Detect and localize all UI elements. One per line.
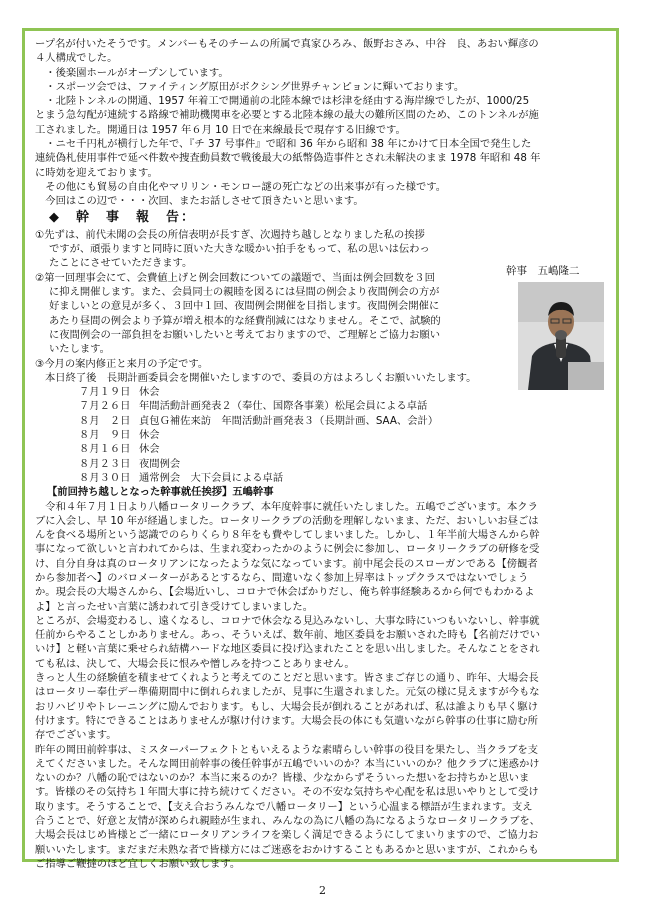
- greeting-line: 付けます。特にできることはありませんが駆け付けます。大場会長の体にも気遣いながら幹事の仕事に励む所: [35, 714, 538, 727]
- schedule-text: 休会: [139, 386, 160, 399]
- photo-caption: 幹事 五嶋隆二: [506, 265, 580, 277]
- greeting-line: 合うことで、好意と友情が深められ親睦が生まれ、みんなの為に八幡の為になるようなロータリークラブを、: [35, 815, 540, 828]
- greeting-line: 願いいたします。まだまだ未熟な者で皆様方にはご迷惑をおかけすることもあるかと思いますが、これからも: [35, 843, 539, 856]
- greeting-line: えてくださいました。そんな岡田前幹事の後任幹事が五嶋でいいのか？本当にいいのか？他クラブに迷惑かけ: [35, 757, 540, 770]
- schedule-date: ７月１９日: [79, 386, 131, 399]
- greeting-line: 大場会長はじめ皆様とご一緒にロータリアンライフを楽しく満足できるようにしてまいりますので、ご協力お: [35, 829, 539, 842]
- report-line: ③今月の案内修正と来月の予定です。: [35, 357, 209, 370]
- greeting-line: 取ります。そうすることで、【支え合おうみんなで八幡ロータリー】という心温まる標語が生まれます。支え: [35, 800, 533, 813]
- report-line: たことにさせていただきます。: [49, 257, 193, 270]
- schedule-row: [35, 471, 606, 485]
- greeting-line: ても私は、決して、大場会長に恨みや憎しみを持つことありません。: [35, 657, 355, 670]
- schedule-date: ８月３０日: [79, 471, 131, 484]
- schedule-list: [35, 385, 606, 485]
- report-line: に夜間例会の一部負担をお願いしたいと考えておりますので、ご理解とご協力お願い: [49, 328, 441, 341]
- schedule-row: [35, 414, 606, 428]
- greeting-line: 昨年の岡田前幹事は、ミスターパーフェクトともいえるような素晴らしい幹事の役目を果たし、当クラブを支: [35, 743, 538, 756]
- greeting-line: ないのか？八幡の恥ではないのか？本当に来るのか？皆様、少なからずそういった想いをお持ちかと思いま: [35, 772, 530, 785]
- page-number: 2: [319, 884, 326, 897]
- intro-line: その他にも貿易の自由化やマリリン・モンロー謎の死亡などの出来事が有った様です。: [35, 180, 447, 193]
- content: [35, 37, 606, 871]
- intro-line: ・スポーツ会では、ファイティング原田がボクシング世界チャンピョンに輝いております。: [35, 80, 465, 93]
- greeting-line: よ】と言ったせい言葉に誘われて引き受けてしまいました。: [35, 600, 314, 613]
- report-line: いたします。: [49, 343, 110, 356]
- greeting-line: んを食べる場所という認識でのらりくらり８年をも費やしてしまいました。しかし、１年半前大場さんから幹: [35, 529, 540, 542]
- schedule-row: [35, 457, 606, 471]
- greeting-line: か。現会長の大場さんから、【会場近いし、コロナで休会ばかりだし、俺ち幹事経験あるから何でもわかるよ: [35, 586, 535, 599]
- schedule-text: 通常例会 大下会員による卓話: [139, 471, 284, 484]
- greeting-line: いけ】と軽い言葉に乗せられ結構ハードな地区委員に投げ込まれたことを思い出しました。そんなことをされ: [35, 643, 540, 656]
- schedule-text: 年間活動計画発表２（奉仕、国際各事業）松尾会員による卓話: [139, 400, 428, 413]
- greeting-line: おリハビリやトレーニングに励んでおります。もし、大場会長が倒れることがあれば、私は誰よりも早く駆け: [35, 700, 538, 713]
- greeting-line: 任前からやることしかありません。あっ、そういえば、数年前、地区委員をお願いされた時も【名前だけでい: [35, 629, 541, 642]
- intro-line: 連続偽札使用事件で延べ件数や捜査動員数で戦後最大の紙幣偽造事件とされ未解決のまま 1978 年昭和 48 年: [35, 152, 541, 165]
- intro-line: に時効を迎えております。: [35, 166, 158, 179]
- intro-section: [35, 37, 606, 209]
- greeting-line: け、自分自身は真のロータリアンになったような気になっています。前中尾会長のスローガンである【傍観者: [35, 557, 538, 570]
- greeting-line: 事になって欲しいと言われてからは、生まれ変わったかのように例会に参加し、ロータリークラブの研修を受: [35, 543, 540, 556]
- intro-line: ープ名が付いたそうです。メンバーもそのチームの所属で真家ひろみ、飯野おさみ、中谷 良、あおい輝彦の: [35, 38, 539, 50]
- section-heading: ◆ 幹 事 報 告：: [49, 209, 196, 225]
- greeting-line: ブに入会し、早 10 年が経過しました。ロータリークラブの活動を理解しないまま、ただ、おいしいお昼ごは: [35, 514, 539, 527]
- schedule-text: 貞包Ｇ補佐来訪 年間活動計画発表３（長期計画、SAA、会計）: [139, 414, 439, 427]
- photo-block: [506, 263, 616, 390]
- schedule-row: [35, 442, 606, 456]
- greeting-section: [35, 500, 606, 872]
- schedule-row: [35, 428, 606, 442]
- greeting-line: から参加者へ】のバロメーターがあるとするなら、間違いなく参加上昇率はトップクラスではないでしょう: [35, 571, 529, 584]
- report-line: あたり昼間の例会より予算が増え根本的な経費削減にはなりません。そこで、試験的: [49, 314, 441, 327]
- greeting-line: きっと人生の経験値を積ませてくれようと考えてのことだと思います。皆さまご存じの通り、昨年、大場会長: [35, 672, 539, 685]
- intro-line: 今回はこの辺で・・・次回、またお話しさせて頂きたいと思います。: [35, 195, 364, 208]
- schedule-row: [35, 399, 606, 413]
- schedule-text: 休会: [139, 429, 160, 442]
- intro-line: とまう急勾配が連続する路線で補助機関車を必要とする北陸本線の最大の難所区間のため、このトンネルが施: [35, 109, 539, 122]
- page-frame: [22, 28, 619, 870]
- report-line: 本日終了後 長期計画委員会を開催いたしますので、委員の方はよろしくお願いいたします。: [45, 371, 477, 384]
- intro-line: ・ニセ千円札が横行した年で、『チ 37 号事件』で昭和 36 年から昭和 38 年にかけて日本全国で発生した: [35, 138, 532, 151]
- greeting-line: ご指導ご鞭撻のほど宜しくお願い致します。: [35, 857, 241, 870]
- greeting-title: 【前回持ち越しとなった幹事就任挨拶】五嶋幹事: [47, 486, 274, 499]
- greeting-line: す。皆様のその気持ち１年間大事に持ち続けてください。その不安な気持ちや心配を私は思いやりとして受け: [35, 786, 539, 799]
- greeting-line: はロータリー奉仕デー準備期間中に倒れられましたが、見事に生還されました。元気の様に見えますが今もな: [35, 686, 540, 699]
- schedule-date: ８月１６日: [79, 443, 131, 456]
- intro-line: ４人構成でした。: [35, 52, 118, 65]
- schedule-date: ７月２６日: [79, 400, 131, 413]
- intro-line: 工されました。開通日は 1957 年６月 10 日で在来線最長で現存する旧線です。: [35, 123, 406, 136]
- schedule-date: ８月２３日: [79, 457, 131, 470]
- report-line: ですが、頑張りますと同時に頂いた大きな暖かい拍手をもって、私の思いは伝わっ: [49, 243, 430, 256]
- intro-line: ・後楽園ホールがオープンしています。: [35, 66, 229, 79]
- speaker-photo-image: [518, 282, 604, 390]
- report-line: ①先ずは、前代未聞の会長の所信表明が長すぎ、次週持ち越しとなりました私の挨拶: [35, 228, 425, 241]
- report-line: に抑え開催します。また、会員同士の親睦を図るには昼間の例会より夜間例会の方が: [49, 286, 440, 299]
- greeting-line: 令和４年７月１日より八幡ロータリークラブ、本年度幹事に就任いたしました。五嶋でございます。本クラ: [35, 500, 538, 513]
- greeting-line: 存でございます。: [35, 729, 117, 742]
- schedule-text: 夜間例会: [139, 457, 181, 470]
- schedule-date: ８月 ２日: [79, 414, 131, 427]
- schedule-text: 休会: [139, 443, 160, 456]
- intro-line: ・北陸トンネルの開通、1957 年着工で開通前の北陸本線では杉津を経由する海岸線でしたが、1000/25: [35, 95, 530, 108]
- report-line: ②第一回理事会にて、会費値上げと例会回数についての議題で、当面は例会回数を３回: [35, 271, 435, 284]
- schedule-date: ８月 ９日: [79, 429, 131, 442]
- greeting-line: ところが、会場変わるし、遠くなるし、コロナで休会なる見込みないし、大事な時にいつもいないし、幹事就: [35, 614, 540, 627]
- report-line: 好ましいとの意見が多く、３回中１回、夜間例会開催を目指します。夜間例会開催に: [49, 300, 440, 313]
- speaker-photo: [518, 282, 604, 390]
